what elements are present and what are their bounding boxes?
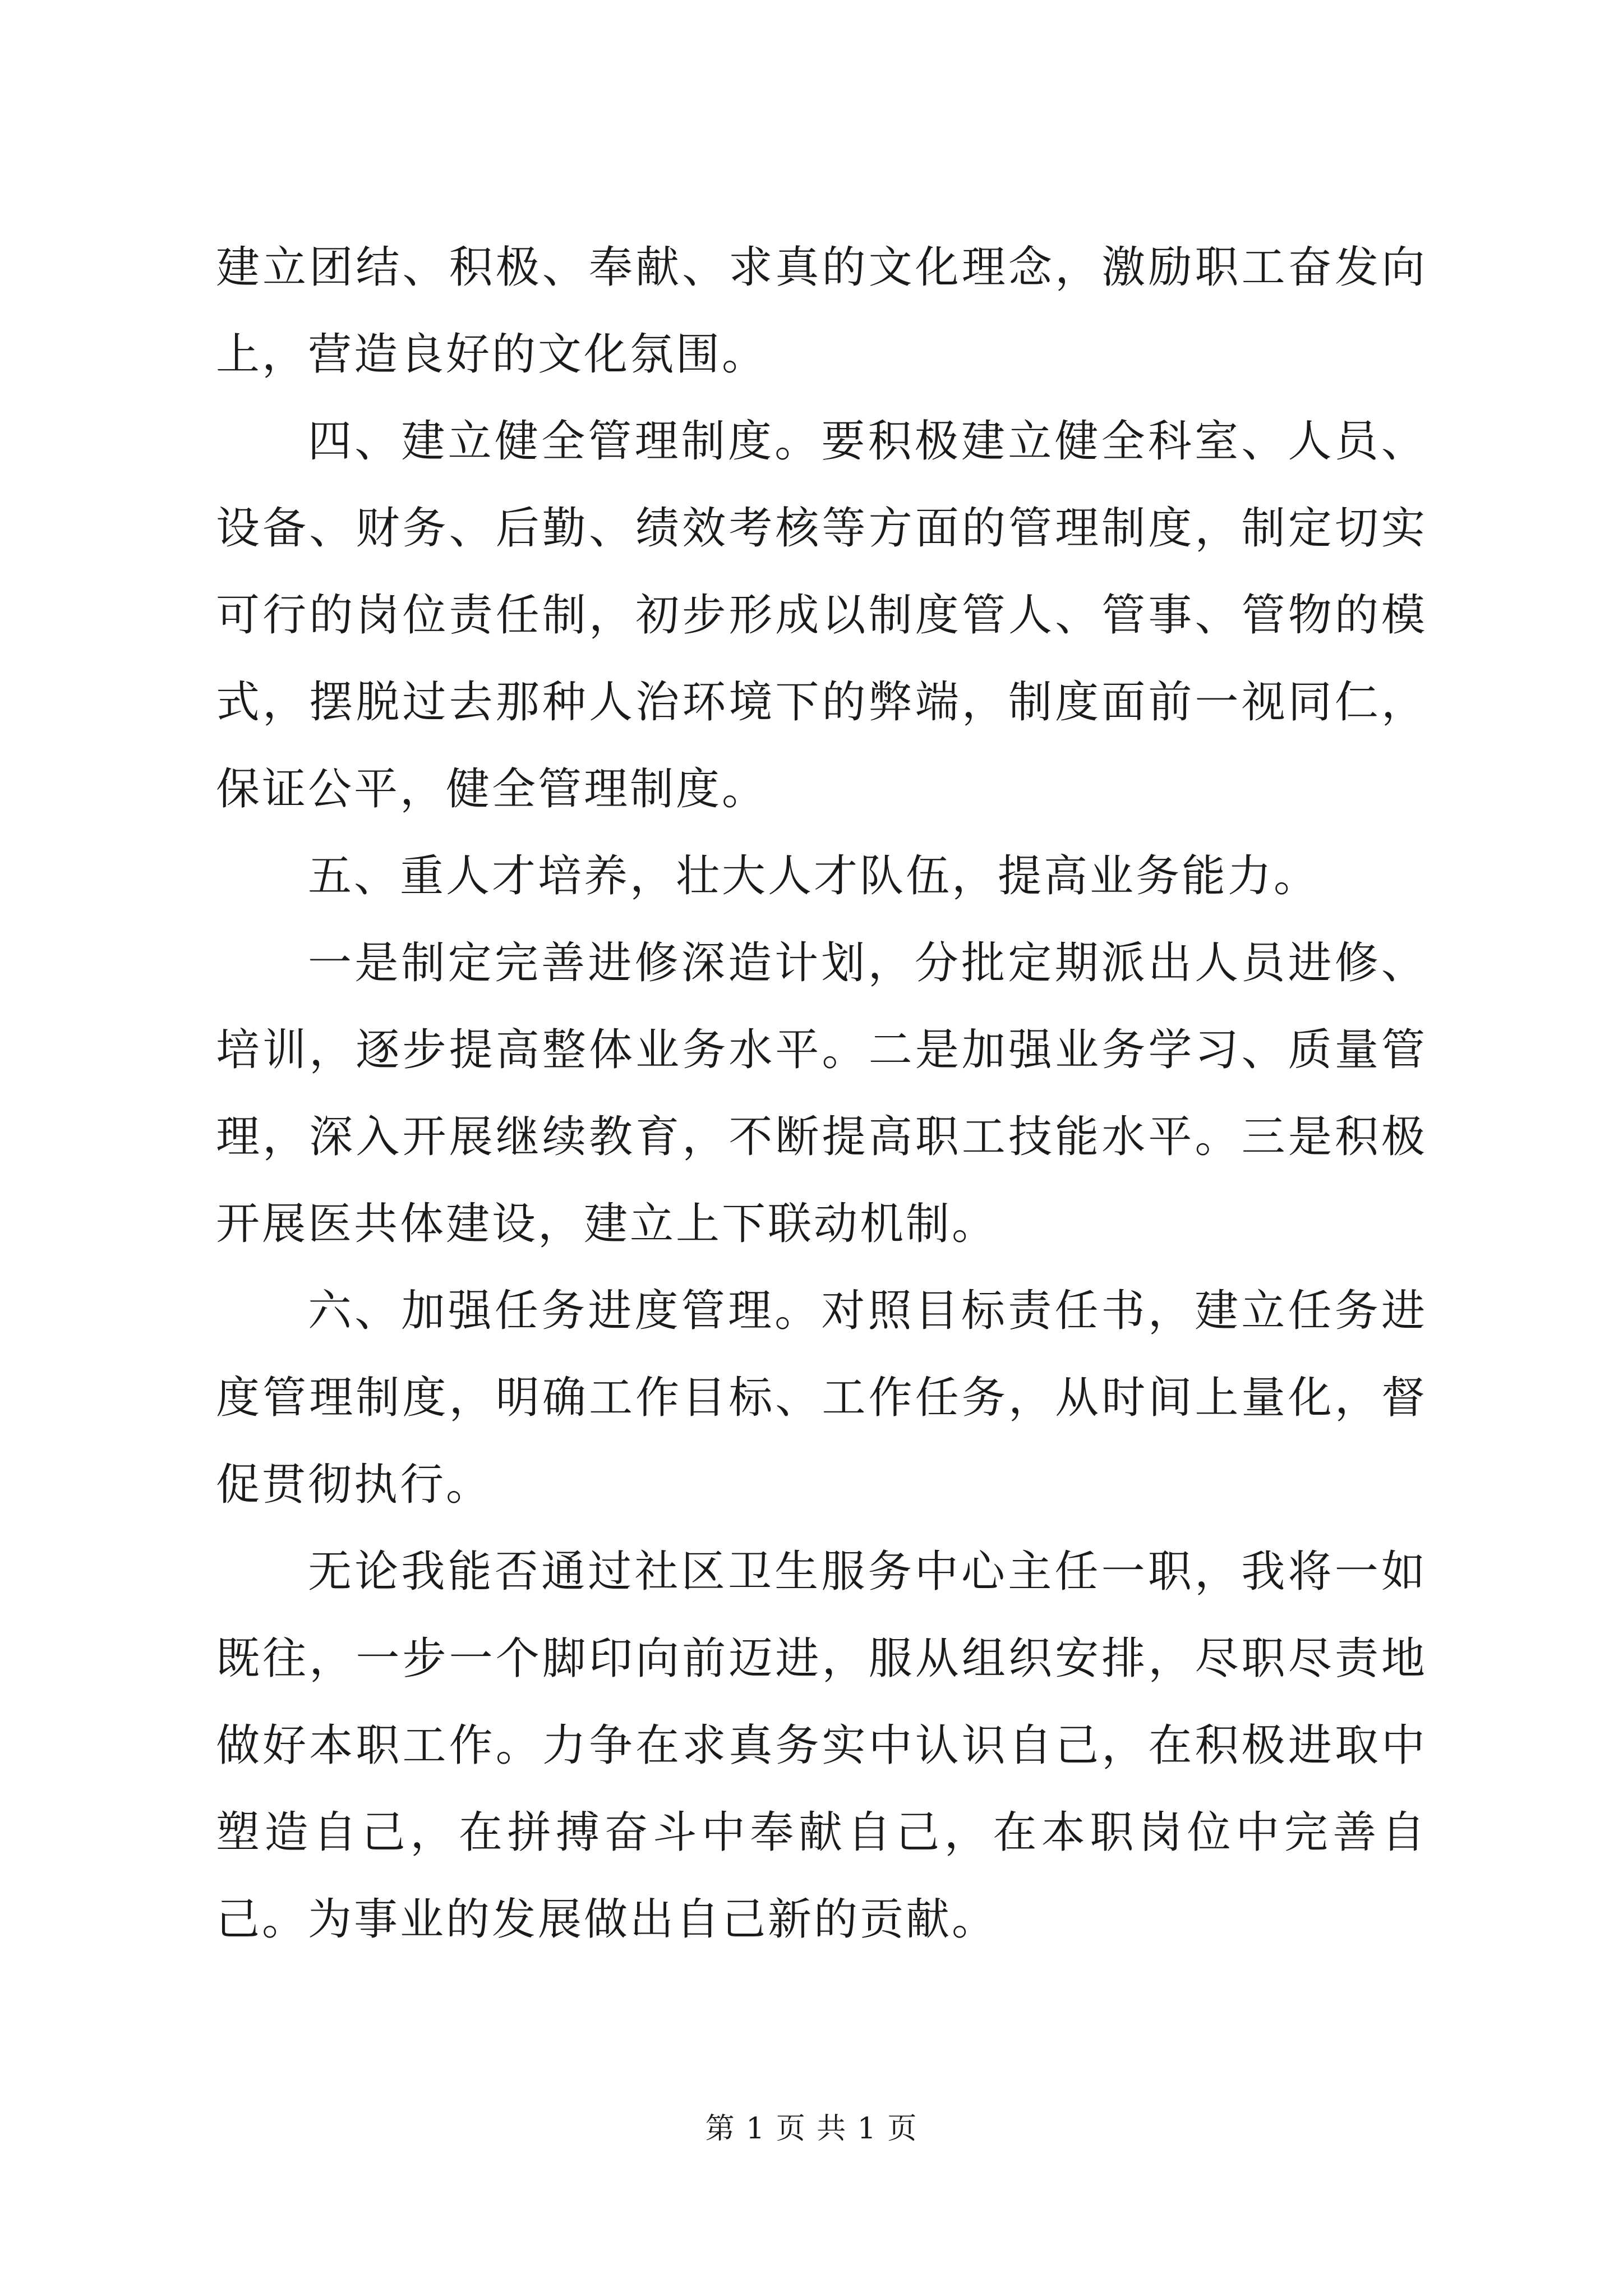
paragraph-1: 建立团结、积极、奉献、求真的文化理念，激励职工奋发向上，营造良好的文化氛围。 bbox=[216, 242, 1427, 380]
paragraph-6: 无论我能否通过社区卫生服务中心主任一职，我将一如既往，一步一个脚印向前迈进，服从组织安排，尽职尽责地做好本职工作。力争在求真务实中认识自己，在积极进取中塑造自己，在拼搏奋斗中奉献自己，在本职岗位中完善自己。为事业的发展做出自己新的贡献。 bbox=[216, 1547, 1427, 1945]
paragraph-4: 一是制定完善进修深造计划，分批定期派出人员进修、培训，逐步提高整体业务水平。二是加强业务学习、质量管理，深入开展继续教育，不断提高职工技能水平。三是积极开展医共体建设，建立上下联动机制。 bbox=[216, 938, 1427, 1249]
document-body bbox=[216, 224, 1427, 1963]
paragraph-5: 六、加强任务进度管理。对照目标责任书，建立任务进度管理制度，明确工作目标、工作任务，从时间上量化，督促贯彻执行。 bbox=[216, 1286, 1427, 1510]
page-number-label: 第 1 页 共 1 页 bbox=[705, 2112, 918, 2146]
paragraph-3: 五、重人才培养，壮大人才队伍，提高业务能力。 bbox=[308, 851, 1320, 901]
page-footer bbox=[0, 2109, 1623, 2148]
paragraph-2: 四、建立健全管理制度。要积极建立健全科室、人员、设备、财务、后勤、绩效考核等方面的管理制度，制定切实可行的岗位责任制，初步形成以制度管人、管事、管物的模式，摆脱过去那种人治环境下的弊端，制度面前一视同仁，保证公平，健全管理制度。 bbox=[216, 416, 1427, 815]
